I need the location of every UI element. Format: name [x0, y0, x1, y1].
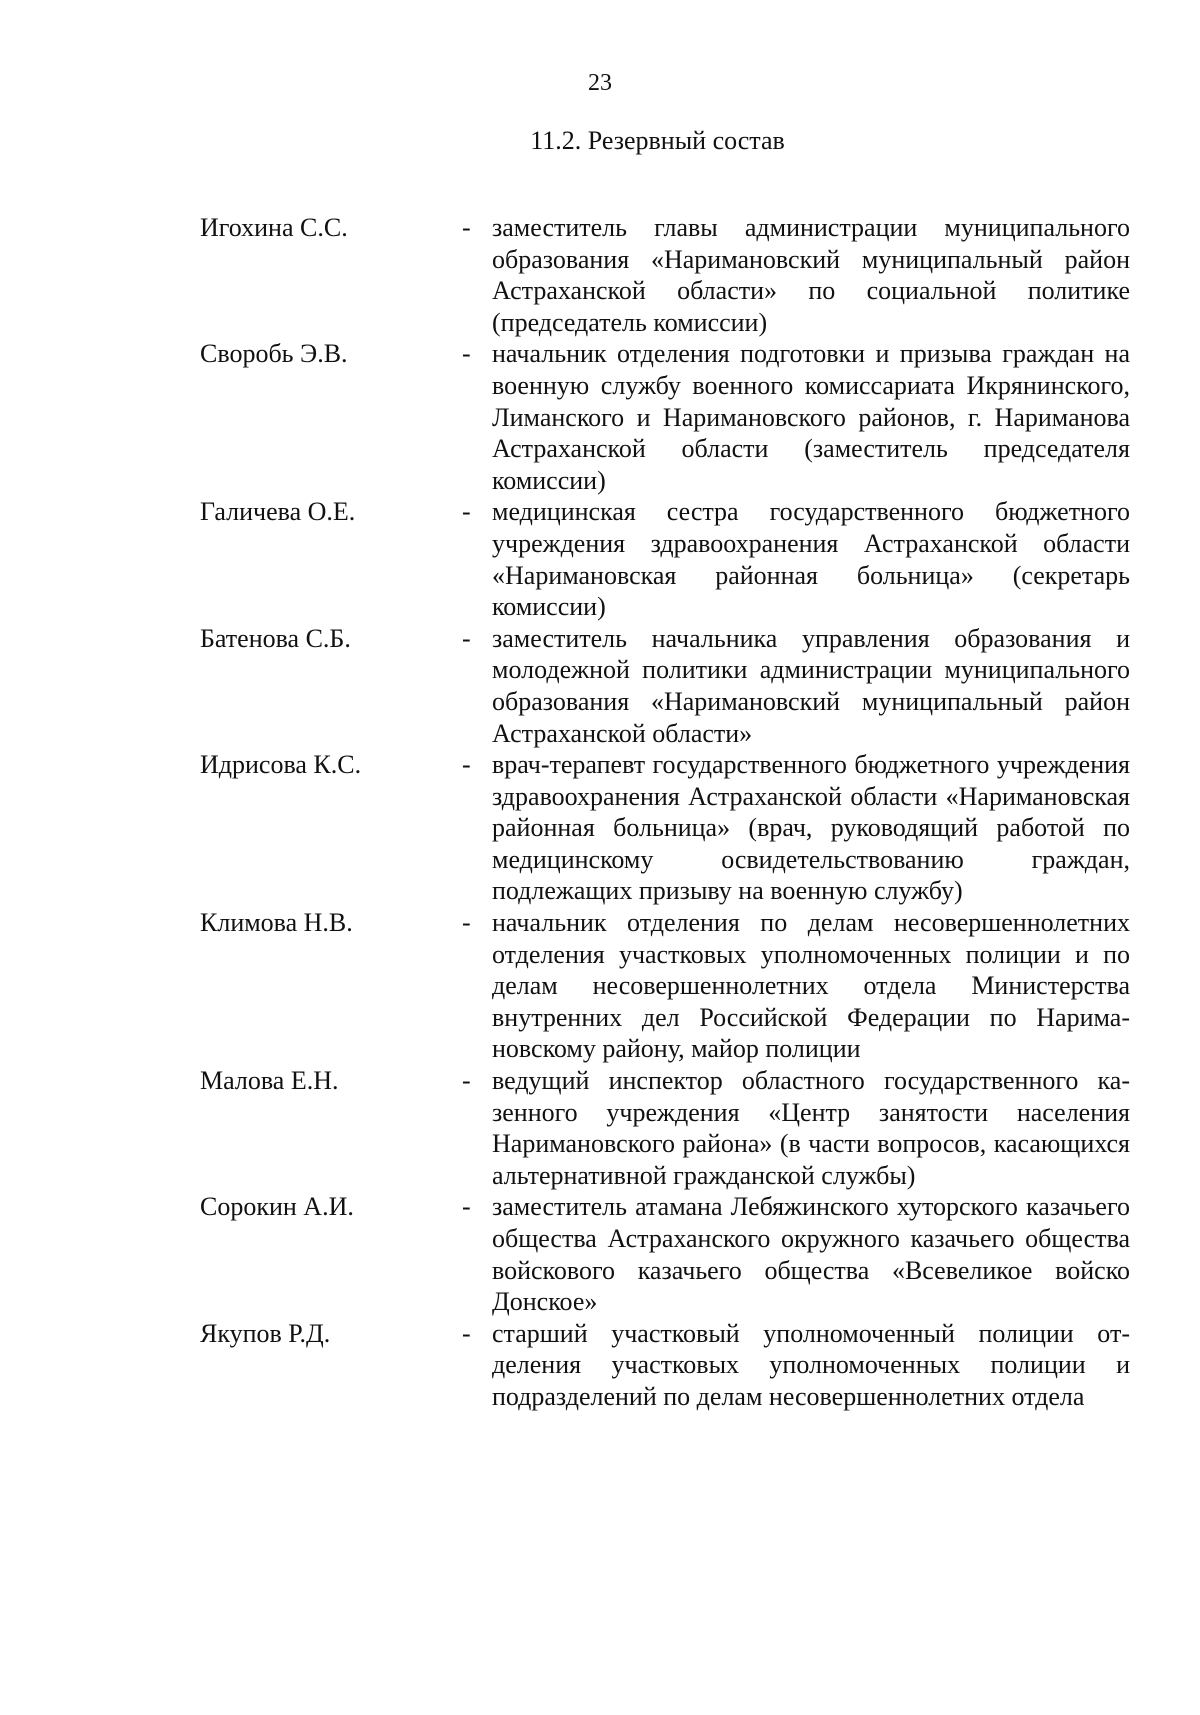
member-row: [200, 749, 1130, 907]
member-dash: -: [462, 623, 471, 653]
member-name: Батенова С.Б.: [200, 623, 351, 653]
member-dash: -: [462, 1192, 471, 1222]
member-dash: -: [462, 339, 471, 369]
member-row: [200, 338, 1130, 496]
member-row: [200, 1318, 1130, 1413]
member-name: Идрисова К.С.: [200, 750, 362, 780]
member-role: начальник отделения по делам несовершеннолетних отделения участковых уполномоченных полиции и по делам несовершеннолетних отдела Министерства внутренних дел Российской Федерации по Наримановскому району, майор полиции: [492, 908, 1130, 1064]
member-row: [200, 496, 1130, 622]
page-number: 23: [588, 70, 612, 96]
member-row: [200, 1065, 1130, 1191]
member-name: Сорокин А.И.: [200, 1192, 354, 1222]
member-name: Климова Н.В.: [200, 908, 353, 938]
member-role: врач-терапевт государственного бюджетного учреждения здравоохранения Астраханской области «Наримановская районная больница» (врач, руководящий работой по медицинскому освидетельствованию граждан, подлежащих призыву на военную службу): [492, 750, 1130, 906]
member-role: начальник отделения подготовки и призыва граждан на военную службу военного комиссариата Икрянинского, Лиманского и Наримановского районов, г. Нариманова Астраханской области (заместитель председателя комиссии): [492, 339, 1130, 495]
member-role: заместитель начальника управления образования и молодежной политики администрации муниципального образования «Наримановский муниципальный район Астраханской области»: [492, 623, 1130, 748]
member-role: медицинская сестра государственного бюджетного учреждения здравоохранения Астраханской области «Наримановская районная больница» (секретарь комиссии): [492, 497, 1130, 622]
member-name: Якупов Р.Д.: [200, 1318, 331, 1348]
member-row: [200, 623, 1130, 749]
member-role: старший участковый уполномоченный полиции отделения участковых уполномоченных полиции и подразделений по делам несовершеннолетних отдела: [492, 1318, 1130, 1411]
member-role: ведущий инспектор областного государственного казенного учреждения «Центр занятости населения Наримановского района» (в части вопросов, касающихся альтернативной гражданской службы): [492, 1066, 1130, 1190]
member-role: заместитель атамана Лебяжинского хуторского казачьего общества Астраханского окружного казачьего общества войскового казачьего общества «Всевеликое войско Донское»: [492, 1192, 1130, 1317]
member-dash: -: [462, 750, 471, 780]
member-dash: -: [462, 1318, 471, 1348]
member-dash: -: [462, 908, 471, 938]
member-row: [200, 907, 1130, 1065]
member-name: Игохина С.С.: [200, 213, 348, 242]
member-list: [200, 212, 1130, 1413]
member-dash: -: [462, 497, 471, 527]
member-row: [200, 212, 1130, 338]
member-role: заместитель главы администрации муниципального образования «Наримановский муниципальный район Астраханской области» по социальной политике (председатель комиссии): [492, 213, 1130, 337]
member-dash: -: [462, 213, 471, 242]
member-name: Галичева О.Е.: [200, 497, 356, 527]
member-row: [200, 1191, 1130, 1317]
member-name: Малова Е.Н.: [200, 1066, 339, 1096]
section-title: 11.2. Резервный состав: [530, 126, 785, 155]
member-dash: -: [462, 1066, 471, 1096]
member-name: Своробь Э.В.: [200, 339, 348, 369]
